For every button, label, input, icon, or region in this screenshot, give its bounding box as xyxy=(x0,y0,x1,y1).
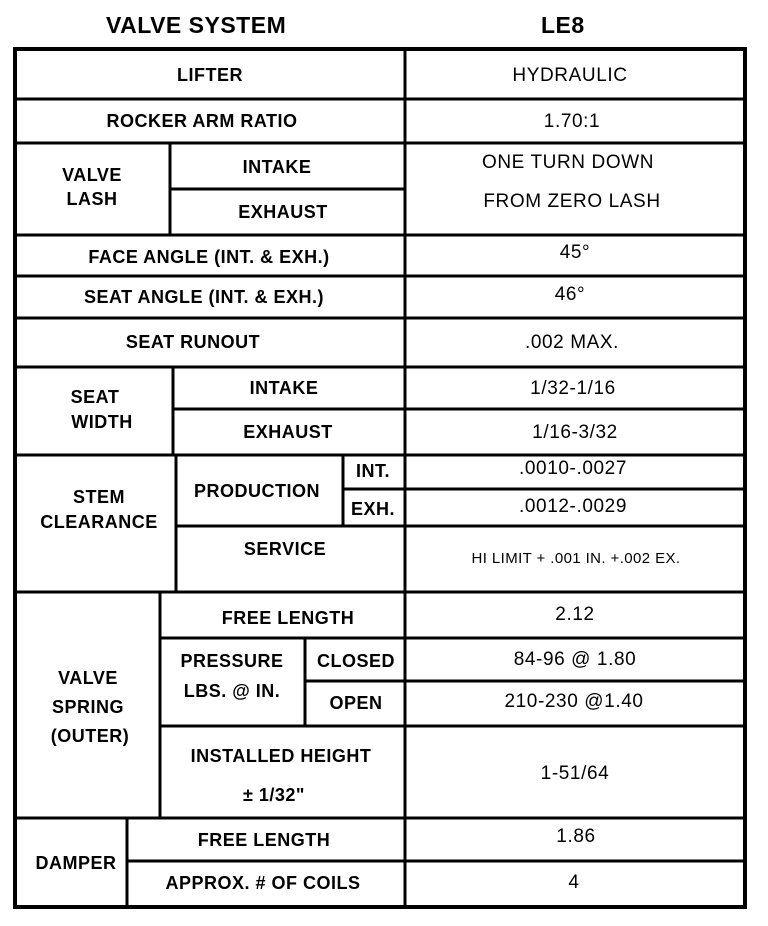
valve-lash-intake-label: INTAKE xyxy=(242,157,312,177)
open-value: 210-230 @1.40 xyxy=(504,691,644,712)
damper-free-length-value: 1.86 xyxy=(556,826,596,847)
damper-free-length-label: FREE LENGTH xyxy=(197,830,331,850)
seat-width-intake-value: 1/32-1/16 xyxy=(530,378,616,399)
valve-spring-group-label: VALVE xyxy=(58,668,118,688)
table-title: VALVE SYSTEM xyxy=(106,12,287,38)
seat-angle-value: 46° xyxy=(554,284,586,305)
valve-lash-exhaust-label: EXHAUST xyxy=(238,202,328,222)
damper-label: DAMPER xyxy=(35,853,117,873)
seat-runout-label: SEAT RUNOUT xyxy=(125,332,261,352)
stem-int-value: .0010-.0027 xyxy=(518,458,628,479)
stem-int-label: INT. xyxy=(355,461,391,481)
face-angle-value: 45° xyxy=(559,242,591,263)
seat-width-group-label: WIDTH xyxy=(71,412,133,432)
engine-code: LE8 xyxy=(541,12,585,38)
valve-lash-value: FROM ZERO LASH xyxy=(483,191,661,212)
pressure-label: PRESSURE xyxy=(180,651,284,671)
open-label: OPEN xyxy=(329,693,383,713)
seat-width-exhaust-label: EXHAUST xyxy=(243,422,333,442)
valve-spring-group-label: (OUTER) xyxy=(50,726,130,746)
stem-clearance-group-label: CLEARANCE xyxy=(40,512,158,532)
valve-lash-group-label: LASH xyxy=(66,189,118,209)
spring-free-length-label: FREE LENGTH xyxy=(221,608,355,628)
pressure-label: LBS. @ IN. xyxy=(183,681,281,701)
damper-coils-label: APPROX. # OF COILS xyxy=(165,873,361,893)
stem-exh-value: .0012-.0029 xyxy=(518,496,628,517)
lifter-label: LIFTER xyxy=(177,65,243,85)
valve-lash-value: ONE TURN DOWN xyxy=(481,152,655,173)
stem-exh-label: EXH. xyxy=(350,499,396,519)
rocker-arm-ratio-value: 1.70:1 xyxy=(543,111,601,132)
face-angle-label: FACE ANGLE (INT. & EXH.) xyxy=(88,247,330,267)
valve-spring-group-label: SPRING xyxy=(51,697,125,717)
lifter-value: HYDRAULIC xyxy=(512,65,628,86)
seat-width-intake-label: INTAKE xyxy=(249,378,319,398)
service-label: SERVICE xyxy=(243,539,327,559)
seat-runout-value: .002 MAX. xyxy=(524,332,620,353)
closed-label: CLOSED xyxy=(316,651,396,671)
seat-width-exhaust-value: 1/16-3/32 xyxy=(532,422,618,443)
spring-free-length-value: 2.12 xyxy=(555,604,595,625)
closed-value: 84-96 @ 1.80 xyxy=(513,649,637,670)
service-value: HI LIMIT + .001 IN. +.002 EX. xyxy=(471,550,681,567)
production-label: PRODUCTION xyxy=(194,481,320,501)
rocker-arm-ratio-label: ROCKER ARM RATIO xyxy=(106,111,298,131)
valve-lash-group-label: VALVE xyxy=(62,165,122,185)
damper-coils-value: 4 xyxy=(568,872,580,893)
installed-height-label: INSTALLED HEIGHT xyxy=(190,746,372,766)
installed-height-value: 1-51/64 xyxy=(540,763,610,784)
seat-width-group-label: SEAT xyxy=(70,387,120,407)
installed-height-tolerance: ± 1/32" xyxy=(243,785,305,805)
stem-clearance-group-label: STEM xyxy=(72,487,126,507)
seat-angle-label: SEAT ANGLE (INT. & EXH.) xyxy=(83,287,325,307)
